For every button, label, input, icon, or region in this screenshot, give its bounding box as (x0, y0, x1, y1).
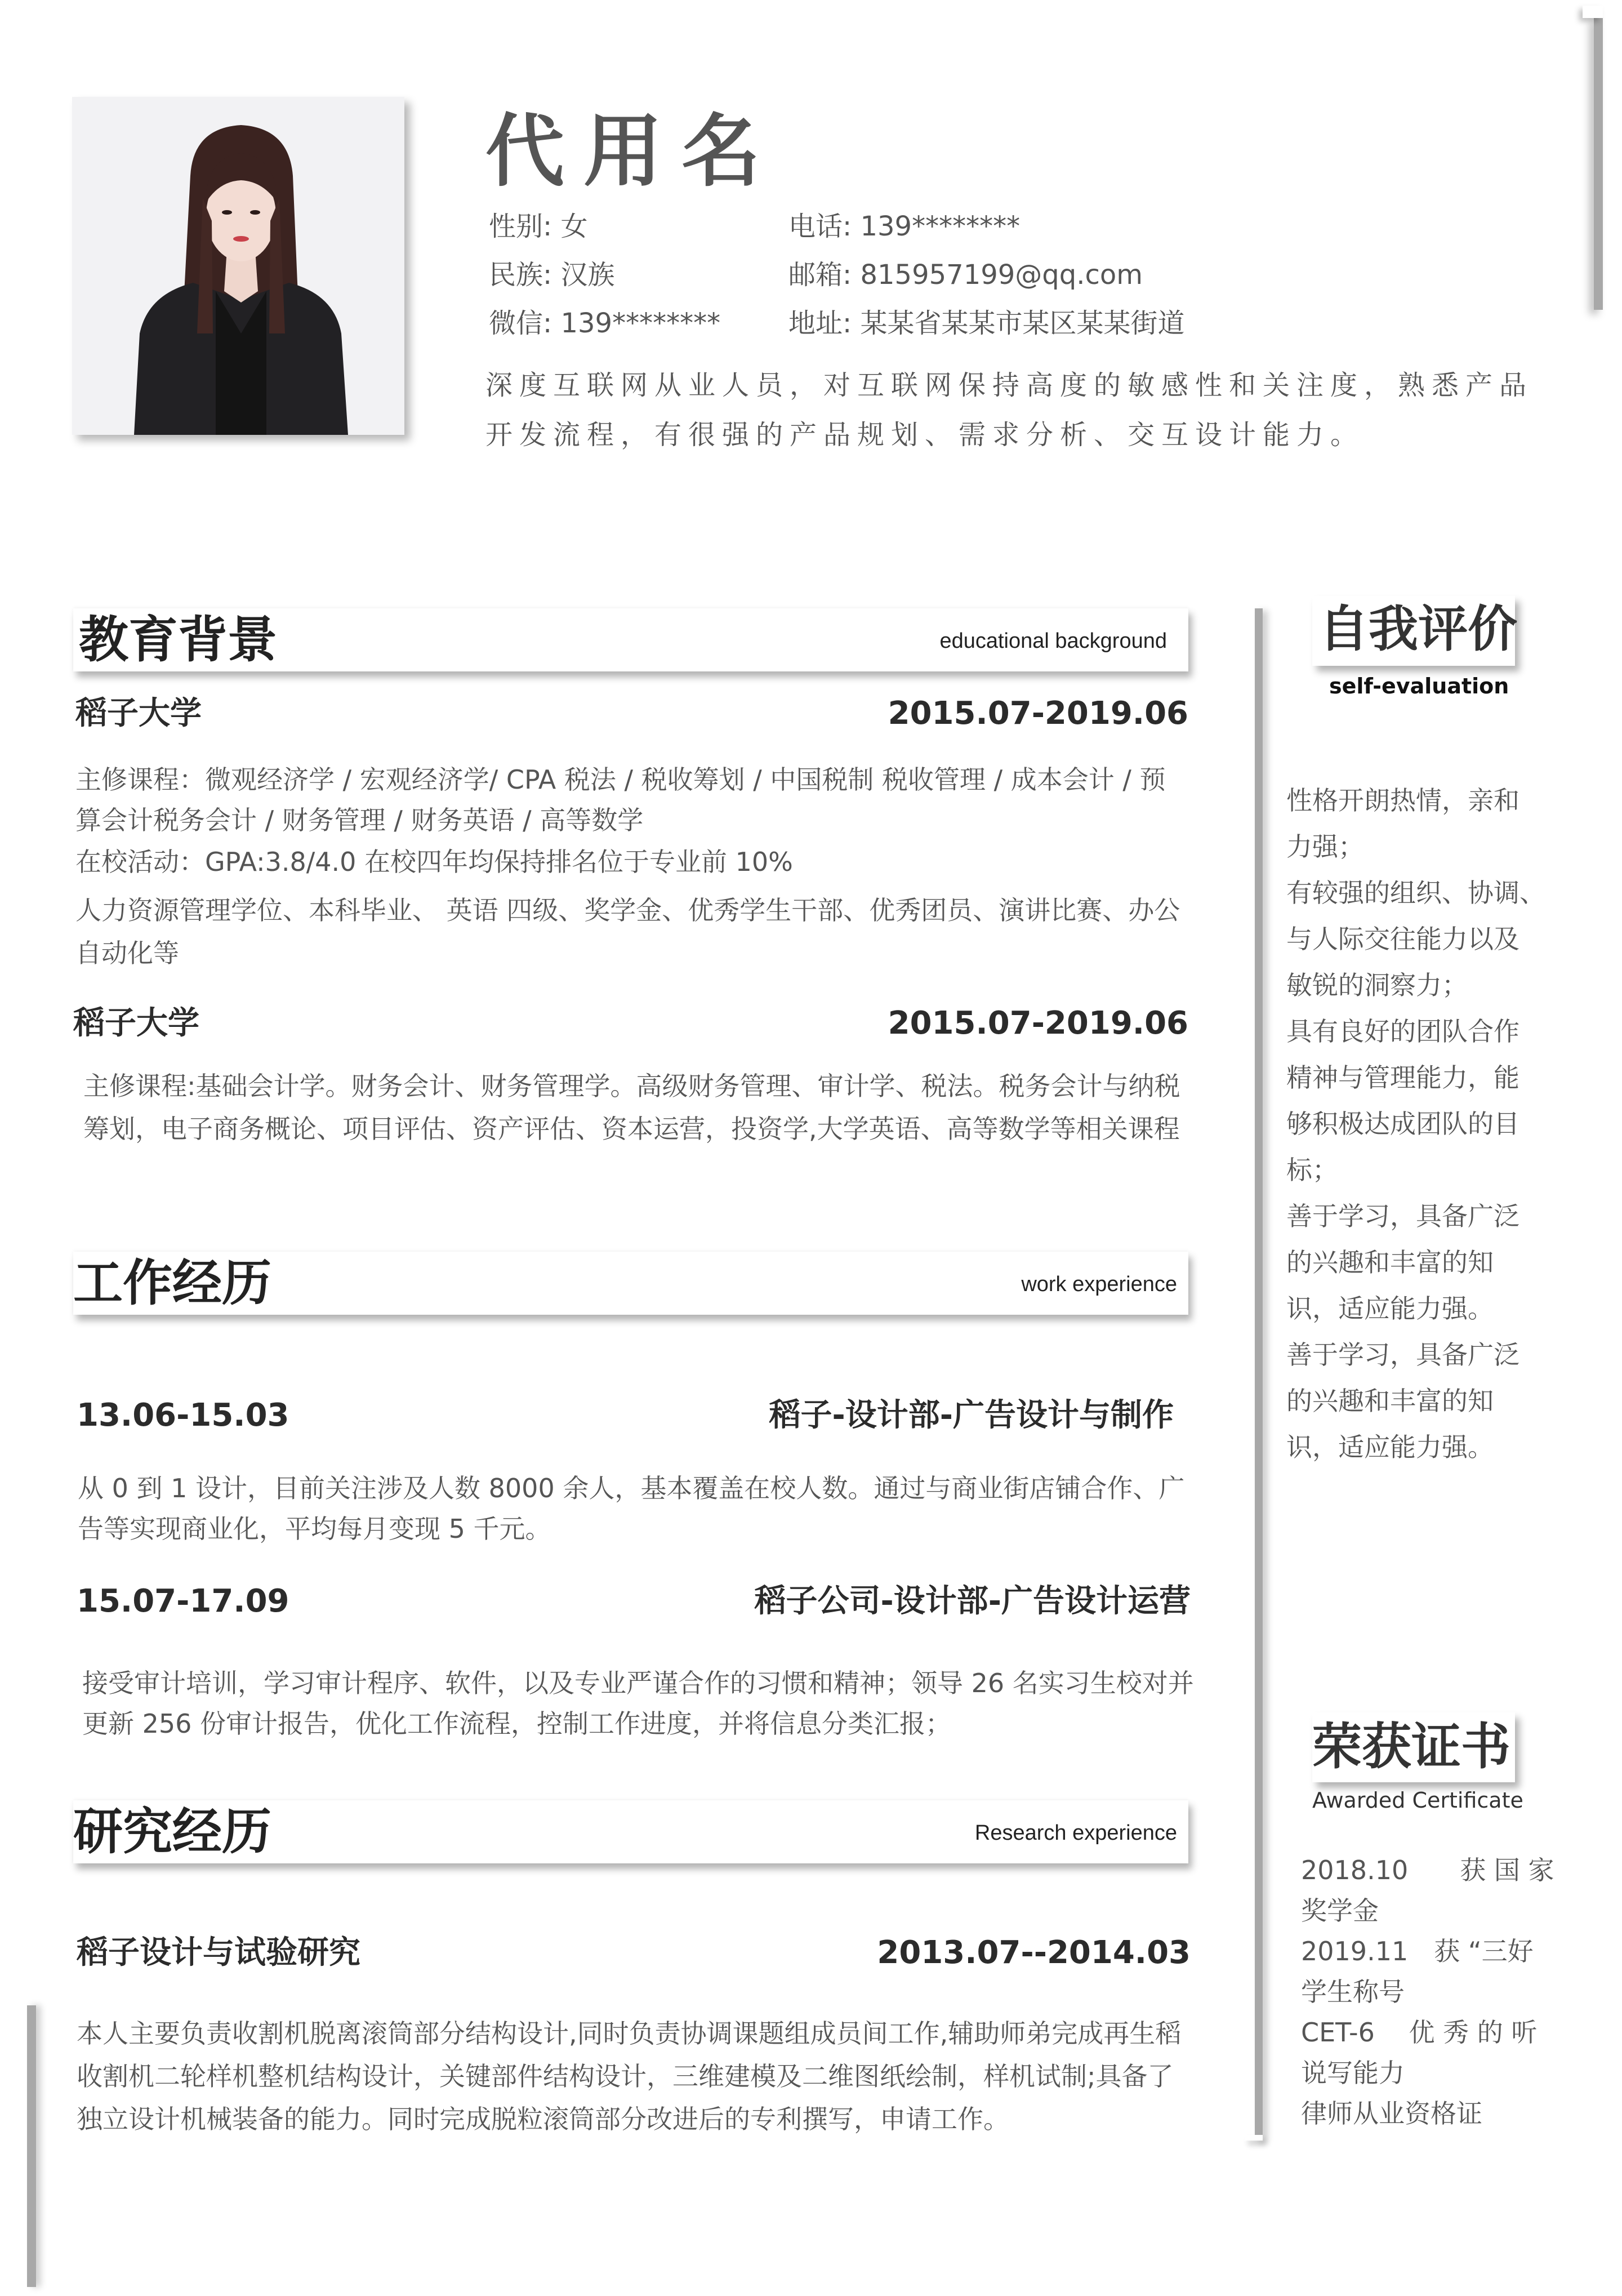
text-line: 善于学习，具备广泛 (1286, 1340, 1519, 1370)
education-courses: 主修课程:基础会计学。财务会计、财务管理学。高级财务管理、审计学、税法。税务会计与纳税筹划，电子商务概论、项目评估、资产评估、资本运营，投资学,大学英语、高等数学等相关课程 (83, 1071, 1180, 1144)
research-period: 2013.07--2014.03 (877, 1934, 1191, 1971)
info-value: 汉族 (560, 259, 615, 291)
info-label: 电话 (788, 211, 843, 242)
text-line: 与人际交往能力以及 (1286, 924, 1519, 954)
work-description: 接受审计培训，学习审计程序、软件，以及专业严谨合作的习惯和精神；领导 26 名实习生校对并更新 256 份审计报告，优化工作流程，控制工作进度，并将信息分类汇报； (82, 1668, 1194, 1739)
info-wechat (489, 306, 720, 340)
info-ethnicity (489, 258, 614, 292)
award-line: CET-6 优 秀 的 听 (1301, 2017, 1538, 2048)
work-section-header (73, 1252, 1188, 1315)
section-title: 工作经历 (73, 1254, 272, 1312)
info-separator: : (543, 211, 552, 242)
section-title: 研究经历 (73, 1803, 272, 1861)
section-title: 教育背景 (79, 611, 278, 669)
info-email (788, 258, 1143, 292)
self-evaluation-text (1286, 777, 1545, 1470)
section-title: 自我评价 (1319, 600, 1518, 658)
profile-photo (72, 97, 404, 435)
info-label: 民族 (489, 259, 543, 291)
info-separator: : (843, 211, 852, 242)
education-section-header (73, 608, 1188, 671)
education-period: 2015.07-2019.06 (888, 1005, 1188, 1042)
text-line: 性格开朗热情，亲和 (1286, 785, 1519, 816)
text-line: 力强； (1286, 831, 1364, 862)
text-line: 够积极达成团队的目 (1286, 1109, 1519, 1139)
education-period: 2015.07-2019.06 (888, 695, 1188, 732)
decorative-bar-cap (1583, 6, 1603, 18)
section-subtitle: Research experience (974, 1821, 1177, 1845)
text-line: 有较强的组织、协调、 (1286, 878, 1545, 908)
award-line: 律师从业资格证 (1301, 2098, 1482, 2129)
text-line: 具有良好的团队合作 (1286, 1016, 1519, 1047)
info-separator: : (543, 259, 552, 291)
decorative-bar-top-right (1594, 17, 1603, 310)
research-project: 稻子设计与试验研究 (77, 1934, 360, 1971)
info-value: 139******** (860, 211, 1021, 242)
column-divider-foot (1245, 2135, 1263, 2141)
text-line: 精神与管理能力，能 (1286, 1062, 1519, 1093)
info-label: 性别 (489, 211, 543, 242)
section-subtitle: work experience (1021, 1272, 1177, 1296)
decorative-bar-bottom-left (27, 2005, 36, 2287)
research-section-header (73, 1800, 1188, 1863)
text-line: 敏锐的洞察力； (1286, 970, 1468, 1000)
section-title: 荣获证书 (1312, 1717, 1511, 1776)
awards-header (1312, 1712, 1515, 1782)
research-description: 本人主要负责收割机脱离滚筒部分结构设计,同时负责协调课题组成员间工作,辅助师弟完成再生稻收割机二轮样机整机结构设计，关键部件结构设计，三维建模及二维图纸绘制，样机试制;具备了独立设计机械装备的能力。同时完成脱粒滚筒部分改进后的专利撰写，申请工作。 (77, 2018, 1182, 2134)
info-phone (788, 210, 1020, 243)
column-divider (1255, 608, 1263, 2141)
education-school: 稻子大学 (75, 695, 202, 732)
info-value: 女 (560, 211, 588, 242)
info-value: 815957199@qq.com (860, 259, 1143, 291)
text-line: 的兴趣和丰富的知 (1286, 1386, 1494, 1416)
info-value: 139******** (560, 308, 721, 339)
info-separator: : (543, 308, 552, 339)
text-line: 标； (1286, 1155, 1338, 1185)
work-role: 稻子-设计部-广告设计与制作 (769, 1397, 1174, 1434)
info-label: 地址 (788, 308, 843, 339)
info-label: 邮箱 (788, 259, 843, 291)
section-subtitle: Awarded Certificate (1312, 1788, 1523, 1813)
work-role: 稻子公司-设计部-广告设计运营 (754, 1583, 1191, 1619)
work-description: 从 0 到 1 设计，目前关注涉及人数 8000 余人，基本覆盖在校人数。通过与商业街店铺合作、广告等实现商业化，平均每月变现 5 千元。 (78, 1473, 1185, 1544)
education-honors: 人力资源管理学位、本科毕业、 英语 四级、奖学金、优秀学生干部、优秀团员、演讲比赛、办公自动化等 (75, 895, 1180, 968)
section-subtitle: self-evaluation (1329, 674, 1509, 698)
section-subtitle: educational background (939, 629, 1167, 653)
text-line: 识，适应能力强。 (1286, 1293, 1494, 1324)
person-portrait-icon (72, 97, 404, 435)
education-courses: 主修课程：微观经济学 / 宏观经济学/ CPA 税法 / 税收筹划 / 中国税制 税收管理 / 成本会计 / 预算会计税务会计 / 财务管理 / 财务英语 / 高等数学 (75, 764, 1166, 835)
profile-summary: 深度互联网从业人员，对互联网保持高度的敏感性和关注度，熟悉产品开发流程，有很强的产品规划、需求分析、交互设计能力。 (485, 370, 1534, 451)
text-line: 善于学习，具备广泛 (1286, 1201, 1519, 1231)
work-period: 15.07-17.09 (77, 1583, 289, 1619)
info-label: 微信 (489, 308, 543, 339)
text-line: 的兴趣和丰富的知 (1286, 1247, 1494, 1278)
award-line: 说写能力 (1301, 2058, 1405, 2088)
awards-list (1301, 1850, 1554, 2134)
info-value: 某某省某某市某区某某街道 (860, 308, 1185, 339)
info-separator: : (843, 259, 852, 291)
candidate-name: 代用名 (485, 106, 780, 198)
award-line: 奖学金 (1301, 1895, 1379, 1926)
award-line: 学生称号 (1301, 1977, 1405, 2007)
info-address (788, 306, 1184, 340)
education-school: 稻子大学 (73, 1005, 199, 1042)
work-period: 13.06-15.03 (77, 1397, 289, 1434)
self-evaluation-header (1312, 596, 1518, 666)
education-activities: 在校活动：GPA:3.8/4.0 在校四年均保持排名位于专业前 10% (75, 847, 793, 877)
text-line: 识，适应能力强。 (1286, 1432, 1494, 1462)
award-line: 2018.10 获 国 家 (1301, 1855, 1554, 1885)
info-separator: : (843, 308, 852, 339)
award-line: 2019.11 获 “三好 (1301, 1936, 1534, 1966)
info-gender (489, 210, 587, 243)
